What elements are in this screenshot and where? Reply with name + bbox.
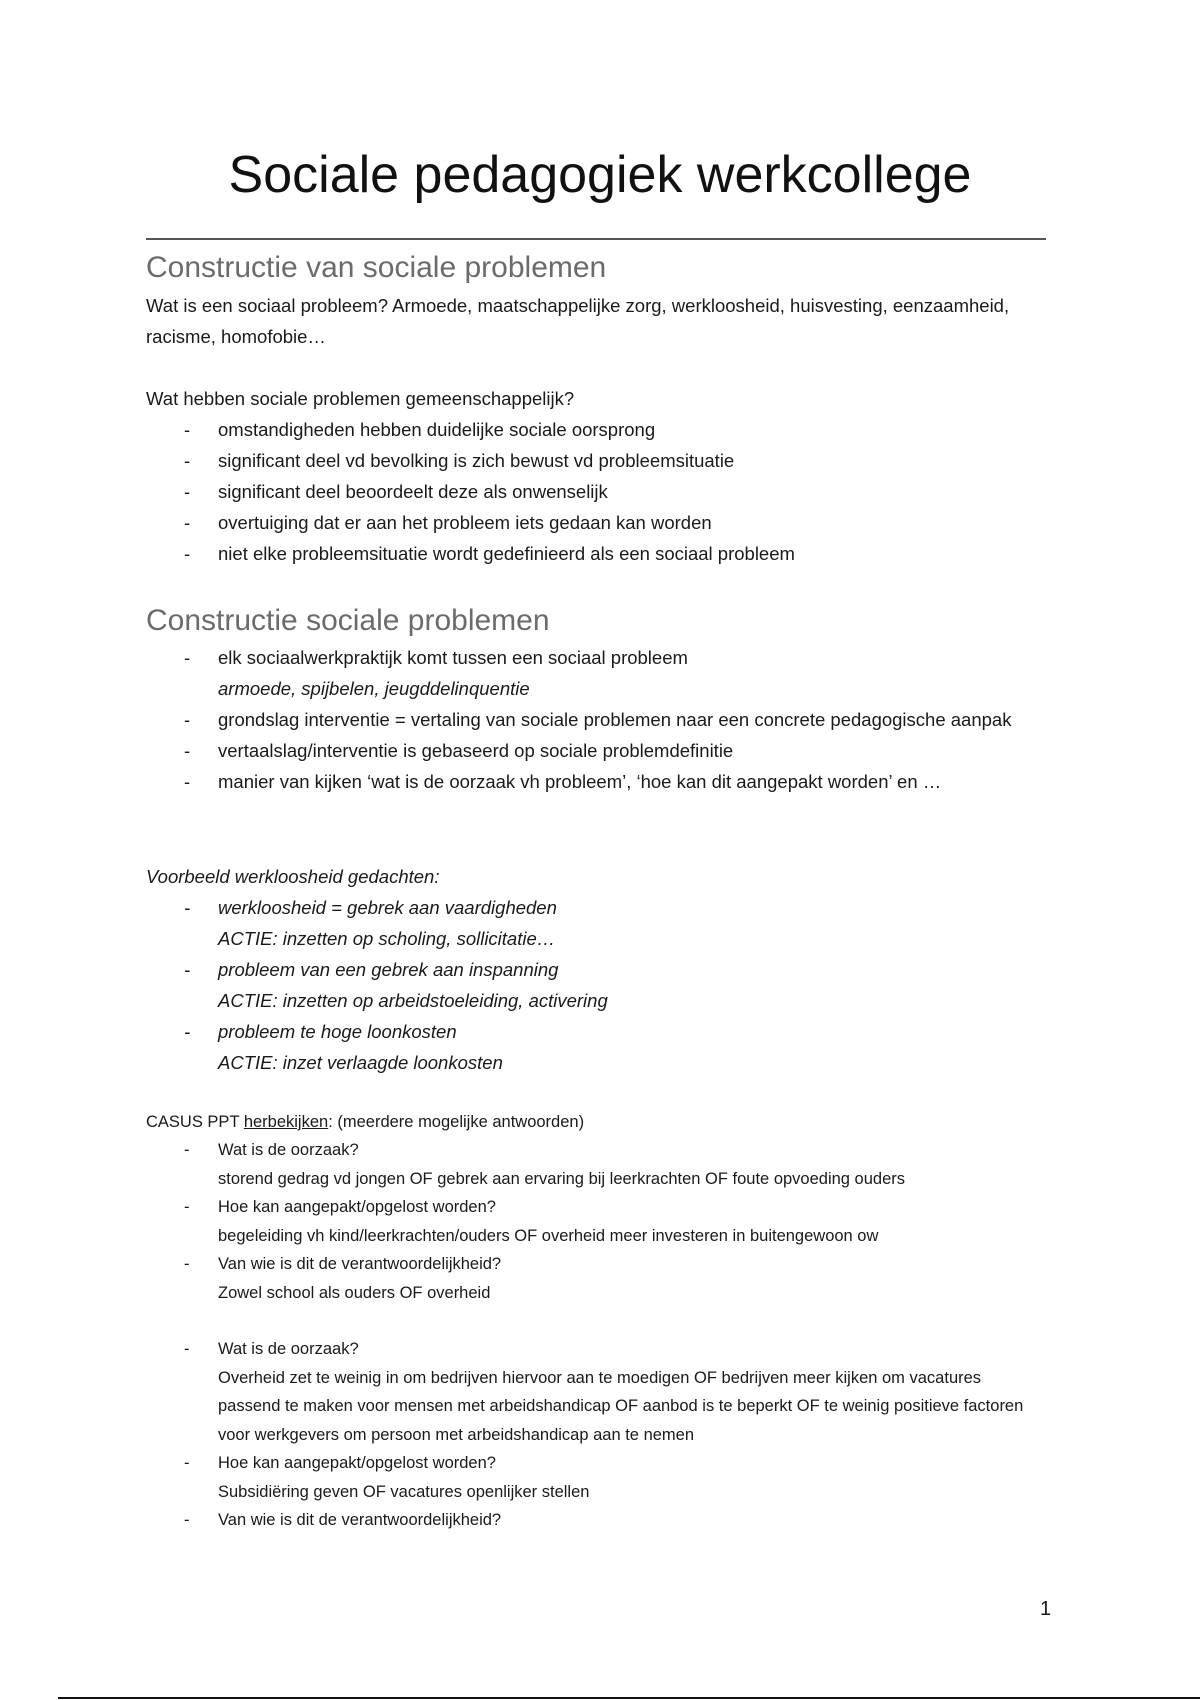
page-number: 1 xyxy=(1040,1598,1052,1620)
section2-list xyxy=(146,642,1046,797)
title-divider xyxy=(146,238,1046,240)
list-item xyxy=(146,642,1046,704)
list-item: - vertaalslag/interventie is gebaseerd op sociale problemdefinitie xyxy=(146,735,1046,766)
list-item xyxy=(146,1136,1046,1193)
footer-divider xyxy=(58,1697,1200,1699)
page-title: Sociale pedagogiek werkcollege xyxy=(228,146,972,204)
casus-label-suffix: : (meerdere mogelijke antwoorden) xyxy=(328,1113,585,1131)
list-item-text: probleem te hoge loonkosten xyxy=(218,1021,457,1042)
list-item-action: ACTIE: inzetten op arbeidstoeleiding, activering xyxy=(218,990,608,1011)
casus-label-prefix: CASUS PPT xyxy=(146,1113,244,1131)
list-item xyxy=(146,1250,1046,1307)
list-item-text: werkloosheid = gebrek aan vaardigheden xyxy=(218,897,557,918)
list-item-text: probleem van een gebrek aan inspanning xyxy=(218,959,559,980)
question: Wat is de oorzaak? xyxy=(218,1340,359,1358)
list-item-action: ACTIE: inzet verlaagde loonkosten xyxy=(218,1052,503,1073)
section1-question: Wat hebben sociale problemen gemeenschappelijk? xyxy=(146,388,575,409)
example-list xyxy=(146,892,1046,1078)
answer: storend gedrag vd jongen OF gebrek aan ervaring bij leerkrachten OF foute opvoeding ouders xyxy=(218,1169,906,1188)
list-item-text: elk sociaalwerkpraktijk komt tussen een sociaal probleem xyxy=(218,647,688,668)
list-item xyxy=(146,1449,1046,1506)
list-item xyxy=(146,1016,1046,1078)
answer: Zowel school als ouders OF overheid xyxy=(218,1283,491,1302)
list-item: - overtuiging dat er aan het probleem iets gedaan kan worden xyxy=(146,507,1046,538)
list-item xyxy=(146,954,1046,1016)
casus-label-underlined: herbekijken xyxy=(243,1113,329,1131)
list-item: - manier van kijken ‘wat is de oorzaak vh probleem’, ‘hoe kan dit aangepakt worden’ en … xyxy=(146,766,1046,797)
list-item xyxy=(146,1506,1046,1535)
list-item: - omstandigheden hebben duidelijke sociale oorsprong xyxy=(146,414,1046,445)
section2-heading: Constructie sociale problemen xyxy=(146,604,550,637)
casus-set2-list xyxy=(146,1335,1046,1535)
answer: Overheid zet te weinig in om bedrijven hiervoor aan te moedigen OF bedrijven meer kijken om vacatures passend te maken voor mensen met arbeidshandicap OF aanbod is te beperkt OF te weinig positieve factoren voor werkgevers om persoon met arbeidshandicap aan te nemen xyxy=(218,1368,1024,1444)
question: Hoe kan aangepakt/opgelost worden? xyxy=(218,1198,496,1216)
question: Wat is de oorzaak? xyxy=(218,1141,359,1159)
casus-label xyxy=(146,1108,1046,1136)
answer: begeleiding vh kind/leerkrachten/ouders OF overheid meer investeren in buitengewoon ow xyxy=(218,1226,879,1245)
section1-heading: Constructie van sociale problemen xyxy=(146,251,607,284)
list-item: - niet elke probleemsituatie wordt gedefinieerd als een sociaal probleem xyxy=(146,538,1046,569)
list-item: - grondslag interventie = vertaling van sociale problemen naar een concrete pedagogische aanpak xyxy=(146,704,1046,735)
list-item-action: ACTIE: inzetten op scholing, sollicitatie… xyxy=(218,928,556,949)
list-item xyxy=(146,1335,1046,1449)
section1-list xyxy=(146,414,1046,569)
list-item: - significant deel beoordeelt deze als onwenselijk xyxy=(146,476,1046,507)
question: Van wie is dit de verantwoordelijkheid? xyxy=(218,1255,502,1273)
question: Van wie is dit de verantwoordelijkheid? xyxy=(218,1511,502,1529)
answer: Subsidiëring geven OF vacatures openlijker stellen xyxy=(218,1482,590,1501)
casus-set1-list xyxy=(146,1136,1046,1307)
example-heading: Voorbeeld werkloosheid gedachten: xyxy=(146,866,440,887)
list-item xyxy=(146,1193,1046,1250)
list-item: - significant deel vd bevolking is zich bewust vd probleemsituatie xyxy=(146,445,1046,476)
list-item xyxy=(146,892,1046,954)
list-item-examples: armoede, spijbelen, jeugddelinquentie xyxy=(218,678,530,699)
question: Hoe kan aangepakt/opgelost worden? xyxy=(218,1454,496,1472)
section1-intro: Wat is een sociaal probleem? Armoede, maatschappelijke zorg, werkloosheid, huisvesting, eenzaamheid, racisme, homofobie… xyxy=(146,295,1010,347)
